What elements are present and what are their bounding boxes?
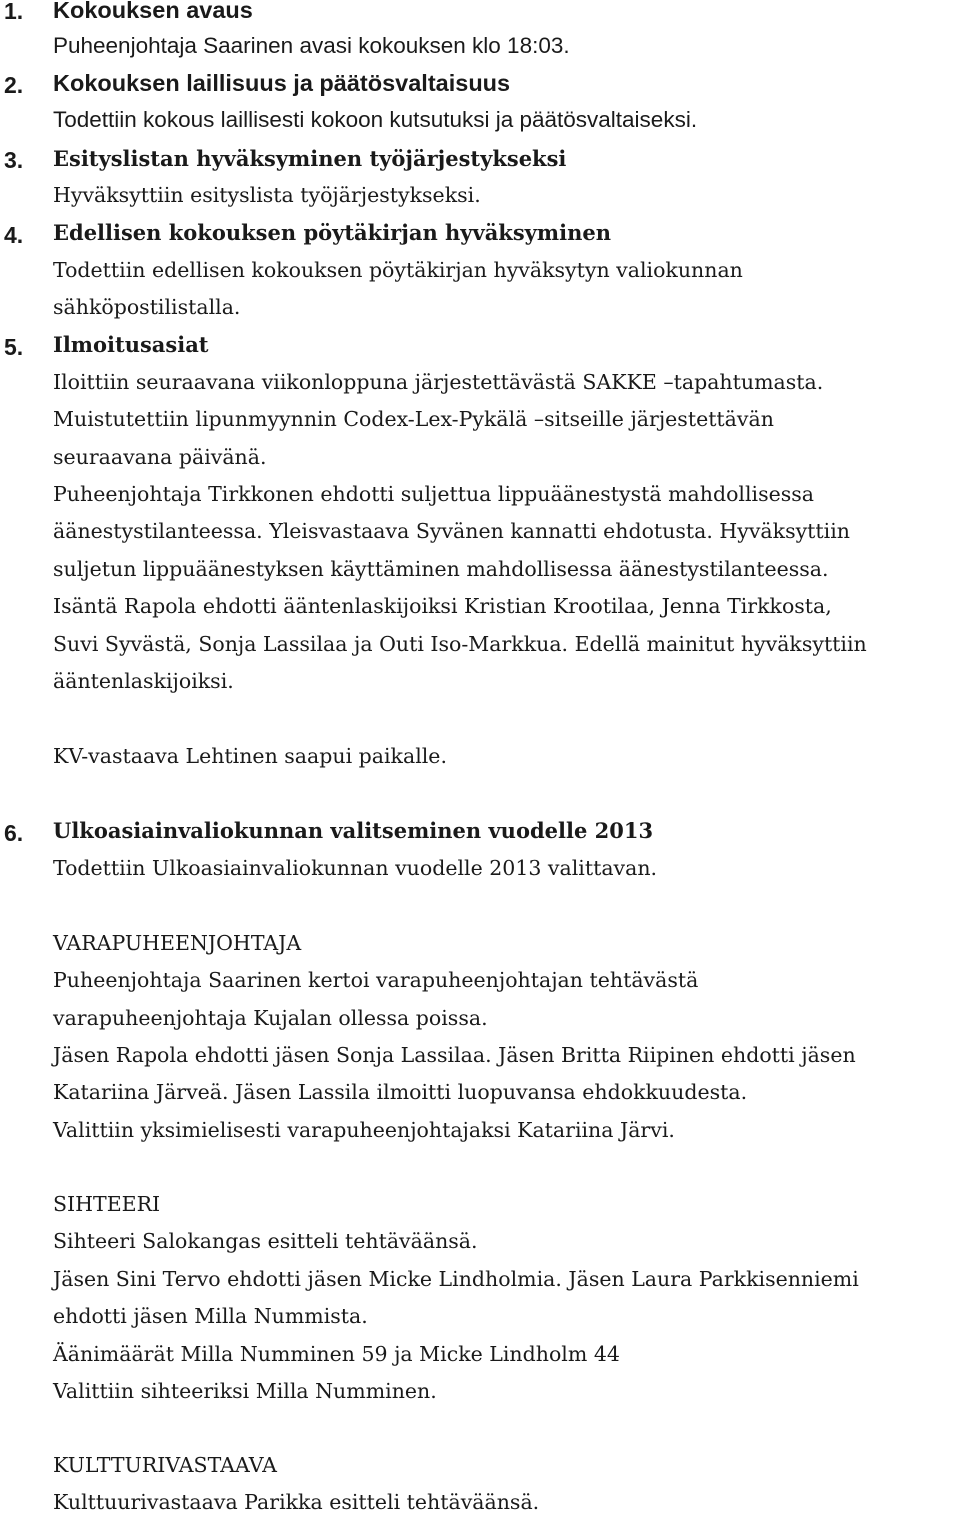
section-line: Valittiin yksimielisesti varapuheenjohtajaksi Katariina Järvi.: [53, 1118, 675, 1142]
item-body-line: Todettiin kokous laillisesti kokoon kutsutuksi ja päätösvaltaiseksi.: [53, 107, 698, 132]
item-body-line: Todettiin Ulkoasiainvaliokunnan vuodelle 2013 valittavan.: [53, 856, 658, 880]
item-body-line: Muistutettiin lipunmyynnin Codex-Lex-Pykälä –sitseille järjestettävän: [53, 407, 774, 431]
item-body-line: Puheenjohtaja Tirkkonen ehdotti suljettua lippuäänestystä mahdollisessa: [53, 482, 815, 506]
item-body-line: suljetun lippuäänestyksen käyttäminen mahdollisessa äänestystilanteessa.: [53, 557, 829, 581]
section-title: KULTTURIVASTAAVA: [53, 1453, 277, 1477]
section-line: Äänimäärät Milla Numminen 59 ja Micke Lindholm 44: [53, 1342, 620, 1366]
item-heading: Ulkoasiainvaliokunnan valitseminen vuodelle 2013: [53, 818, 654, 843]
item-body-line: Suvi Syvästä, Sonja Lassilaa ja Outi Iso-Markkua. Edellä mainitut hyväksyttiin: [53, 632, 867, 656]
item-heading: Kokouksen laillisuus ja päätösvaltaisuus: [53, 70, 511, 96]
item-number: 3.: [4, 147, 24, 173]
item-body-line: sähköpostilistalla.: [53, 295, 241, 319]
item-body-line: Todettiin edellisen kokouksen pöytäkirjan hyväksytyn valiokunnan: [53, 258, 743, 282]
section-line: Jäsen Sini Tervo ehdotti jäsen Micke Lindholmia. Jäsen Laura Parkkisenniemi: [53, 1267, 859, 1291]
item-number: 6.: [4, 820, 24, 846]
item-heading: Kokouksen avaus: [53, 0, 253, 23]
section-line: Valittiin sihteeriksi Milla Numminen.: [53, 1379, 437, 1403]
item-number: 2.: [4, 72, 24, 98]
section-line: Jäsen Rapola ehdotti jäsen Sonja Lassilaa. Jäsen Britta Riipinen ehdotti jäsen: [53, 1043, 856, 1067]
section-line: Sihteeri Salokangas esitteli tehtäväänsä.: [53, 1229, 478, 1253]
item-body-line: Hyväksyttiin esityslista työjärjestykseksi.: [53, 183, 481, 207]
section-line: ehdotti jäsen Milla Nummista.: [53, 1304, 368, 1328]
item-body-line: Puheenjohtaja Saarinen avasi kokouksen klo 18:03.: [53, 33, 570, 58]
item-body-line: Isäntä Rapola ehdotti ääntenlaskijoiksi Kristian Krootilaa, Jenna Tirkkosta,: [53, 594, 832, 618]
section-title: SIHTEERI: [53, 1192, 161, 1216]
section-title: VARAPUHEENJOHTAJA: [53, 931, 302, 955]
section-line: varapuheenjohtaja Kujalan ollessa poissa.: [53, 1006, 488, 1030]
item-heading: Esityslistan hyväksyminen työjärjestykseksi: [53, 146, 567, 171]
item-body-line: ääntenlaskijoiksi.: [53, 669, 234, 693]
item-number: 5.: [4, 334, 24, 360]
section-line: Kulttuurivastaava Parikka esitteli tehtäväänsä.: [53, 1490, 540, 1514]
item-body-line: KV-vastaava Lehtinen saapui paikalle.: [53, 744, 447, 768]
item-body-line: äänestystilanteessa. Yleisvastaava Syvänen kannatti ehdotusta. Hyväksyttiin: [53, 519, 850, 543]
item-number: 4.: [4, 222, 24, 248]
section-line: Katariina Järveä. Jäsen Lassila ilmoitti luopuvansa ehdokkuudesta.: [53, 1080, 748, 1104]
item-body-line: Iloittiin seuraavana viikonloppuna järjestettävästä SAKKE –tapahtumasta.: [53, 370, 824, 394]
item-number: 1.: [4, 0, 24, 24]
section-line: Puheenjohtaja Saarinen kertoi varapuheenjohtajan tehtävästä: [53, 968, 699, 992]
item-heading: Edellisen kokouksen pöytäkirjan hyväksyminen: [53, 220, 611, 245]
item-body-line: seuraavana päivänä.: [53, 445, 267, 469]
item-heading: Ilmoitusasiat: [53, 332, 209, 357]
